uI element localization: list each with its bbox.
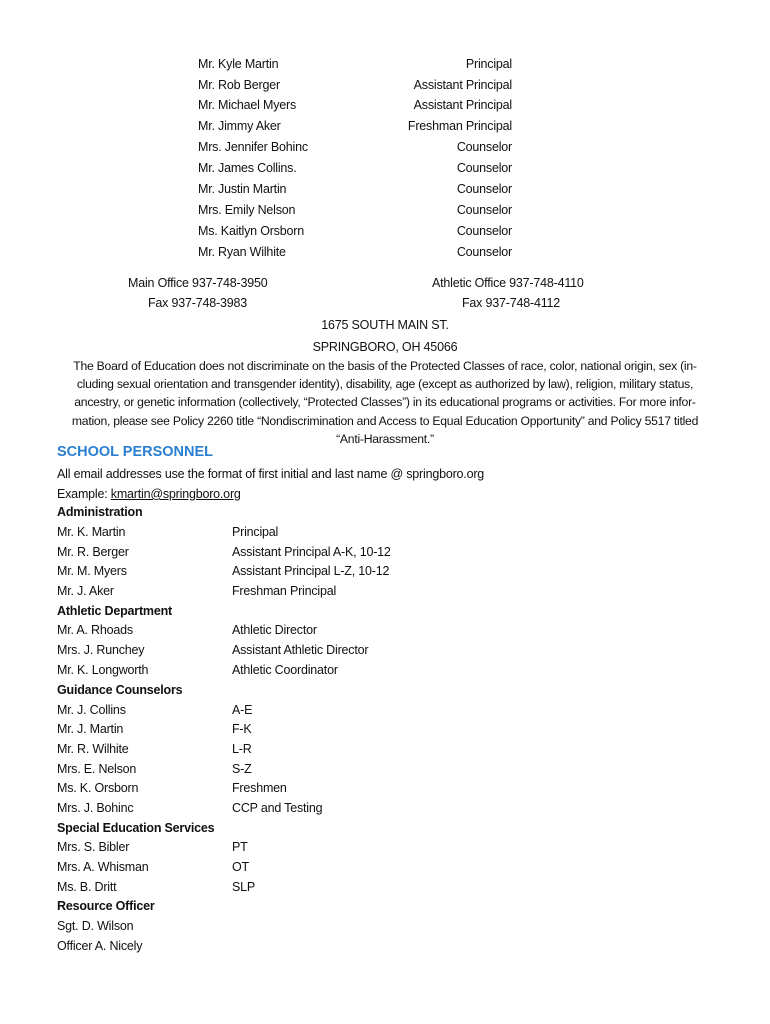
staff-row: [198, 161, 512, 181]
staff-name: Mr. Kyle Martin: [198, 57, 279, 71]
staff-row: [198, 182, 512, 202]
staff-title: Counselor: [456, 161, 512, 175]
personnel-name: Mr. R. Wilhite: [57, 742, 129, 756]
personnel-name: Mr. J. Martin: [57, 722, 124, 736]
personnel-name: Mrs. A. Whisman: [57, 860, 149, 874]
section-title-guidance-counselors: Guidance Counselors: [57, 683, 183, 697]
section-title-administration: Administration: [57, 505, 143, 519]
personnel-role: PT: [232, 840, 248, 854]
personnel-name: Mrs. J. Bohinc: [57, 801, 134, 815]
address-city: SPRINGBORO, OH 45066: [312, 340, 458, 354]
personnel-name: Mrs. S. Bibler: [57, 840, 130, 854]
section-title-athletic-department: Athletic Department: [57, 604, 172, 618]
staff-name: Mr. Ryan Wilhite: [198, 245, 286, 259]
personnel-role: L-R: [232, 742, 252, 756]
personnel-name: Mrs. E. Nelson: [57, 762, 137, 776]
staff-name: Mr. Michael Myers: [198, 98, 297, 112]
personnel-role: Assistant Athletic Director: [232, 643, 369, 657]
personnel-role: Assistant Principal A-K, 10-12: [232, 545, 391, 559]
staff-name: Mr. Jimmy Aker: [198, 119, 281, 133]
staff-title: Counselor: [456, 140, 512, 154]
main-office-fax: Fax 937-748-3983: [148, 296, 247, 310]
staff-row: [198, 224, 512, 244]
personnel-name: Mr. J. Collins: [57, 703, 126, 717]
athletic-office-phone: Athletic Office 937-748-4110: [432, 276, 584, 290]
personnel-role: CCP and Testing: [232, 801, 323, 815]
personnel-name: Mr. M. Myers: [57, 564, 127, 578]
personnel-name: Mr. A. Rhoads: [57, 623, 133, 637]
email-example-label: Example:: [57, 487, 111, 501]
personnel-name: Ms. K. Orsborn: [57, 781, 139, 795]
personnel-role: Athletic Coordinator: [232, 663, 338, 677]
section-heading: SCHOOL PERSONNEL: [57, 444, 214, 460]
notice-line: mation, please see Policy 2260 title “Nondiscrimination and Access to Equal Education Opportunity” and Policy 5517 titled: [71, 413, 699, 428]
nondiscrimination-notice: [60, 357, 710, 448]
personnel-role: Freshman Principal: [232, 584, 337, 598]
notice-line: ancestry, or genetic information (collectively, “Protected Classes”) in its educational programs or activities. For more infor-: [74, 395, 696, 410]
section-title-resource-officer: Resource Officer: [57, 899, 155, 913]
personnel-name: Sgt. D. Wilson: [57, 919, 134, 933]
email-example: [57, 487, 241, 501]
personnel-name: Officer A. Nicely: [57, 939, 143, 953]
personnel-role: A-E: [232, 703, 253, 717]
staff-title: Counselor: [456, 245, 512, 259]
personnel-role: F-K: [232, 722, 252, 736]
personnel-role: SLP: [232, 880, 256, 894]
personnel-role: Athletic Director: [232, 623, 317, 637]
staff-row: [198, 98, 512, 118]
staff-name: Ms. Kaitlyn Orsborn: [198, 224, 304, 238]
staff-title: Principal: [465, 57, 512, 71]
personnel-name: Mr. K. Longworth: [57, 663, 149, 677]
staff-title: Counselor: [456, 224, 512, 238]
staff-name: Mrs. Emily Nelson: [198, 203, 296, 217]
personnel-name: Mr. J. Aker: [57, 584, 114, 598]
personnel-name: Mr. R. Berger: [57, 545, 129, 559]
staff-row: [198, 119, 512, 139]
section-title-special-education: Special Education Services: [57, 821, 215, 835]
staff-row: [198, 140, 512, 160]
personnel-name: Mr. K. Martin: [57, 525, 126, 539]
notice-line: cluding sexual orientation and transgender identity), disability, age (except as authorized by law), religion, military status,: [76, 377, 694, 392]
staff-title: Counselor: [456, 203, 512, 217]
personnel-role: S-Z: [232, 762, 252, 776]
personnel-role: Freshmen: [232, 781, 287, 795]
personnel-name: Mrs. J. Runchey: [57, 643, 145, 657]
staff-name: Mr. James Collins.: [198, 161, 297, 175]
staff-name: Mr. Justin Martin: [198, 182, 287, 196]
staff-title: Freshman Principal: [407, 119, 512, 133]
staff-name: Mrs. Jennifer Bohinc: [198, 140, 308, 154]
personnel-role: Assistant Principal L-Z, 10-12: [232, 564, 390, 578]
staff-title: Assistant Principal: [413, 98, 512, 112]
personnel-role: Principal: [232, 525, 279, 539]
main-office-phone: Main Office 937-748-3950: [128, 276, 268, 290]
personnel-name: Ms. B. Dritt: [57, 880, 117, 894]
staff-title: Counselor: [456, 182, 512, 196]
staff-row: [198, 203, 512, 223]
staff-row: [198, 57, 512, 77]
staff-title: Assistant Principal: [413, 78, 512, 92]
notice-line: “Anti-Harassment.”: [336, 431, 434, 446]
email-format-note: All email addresses use the format of first initial and last name @ springboro.org: [57, 467, 485, 481]
personnel-role: OT: [232, 860, 249, 874]
address-street: 1675 SOUTH MAIN ST.: [321, 318, 449, 332]
athletic-office-fax: Fax 937-748-4112: [462, 296, 561, 310]
staff-name: Mr. Rob Berger: [198, 78, 280, 92]
notice-line: The Board of Education does not discriminate on the basis of the Protected Classes of race, color, national origin, sex (in-: [73, 359, 697, 373]
staff-row: [198, 78, 512, 98]
staff-row: [198, 245, 512, 265]
email-example-link[interactable]: kmartin@springboro.org: [110, 487, 241, 501]
